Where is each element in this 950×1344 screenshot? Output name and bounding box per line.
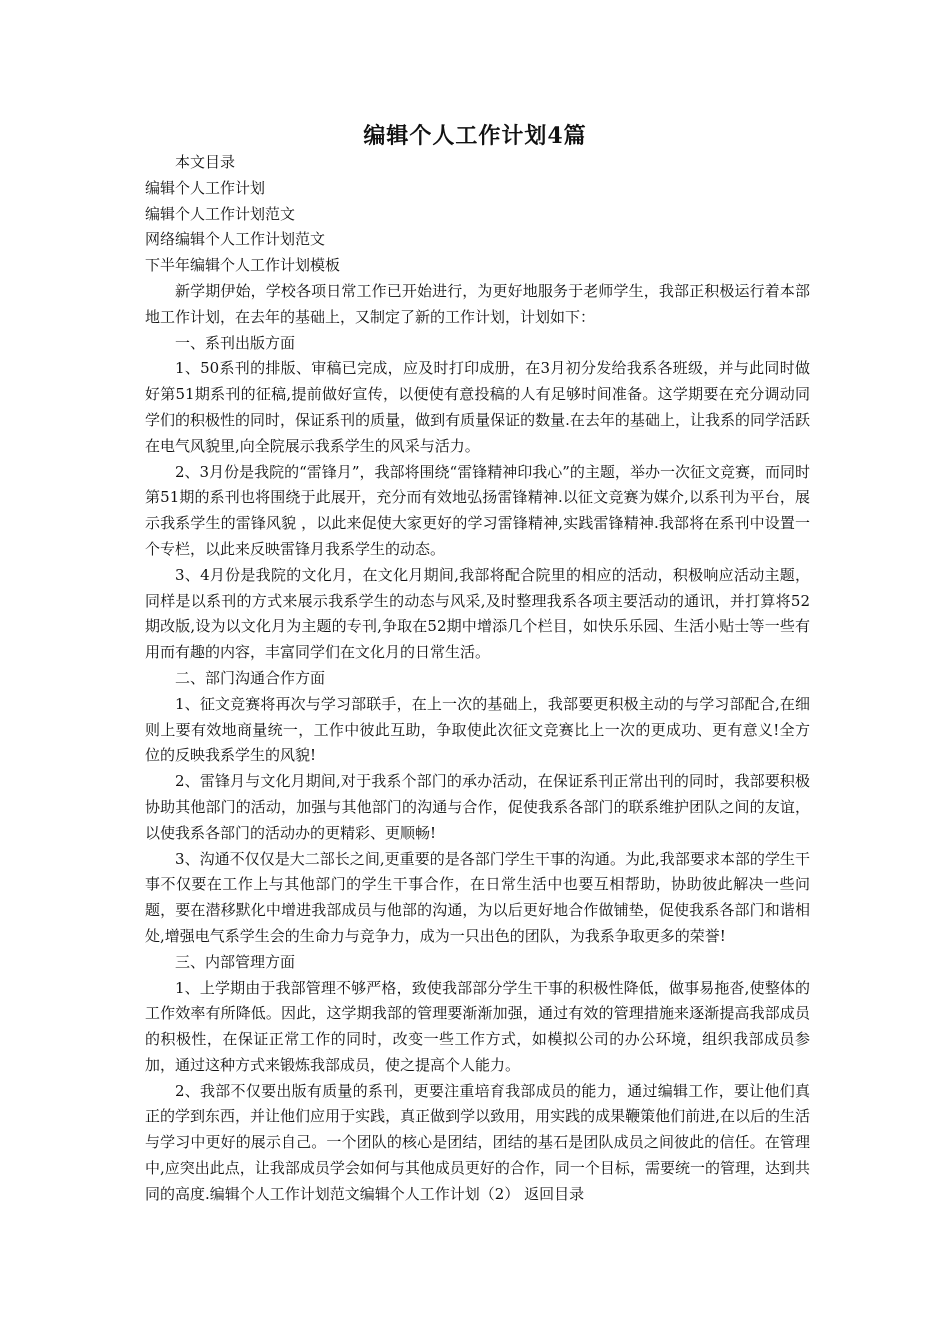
toc-item[interactable]: 下半年编辑个人工作计划模板 [145, 256, 341, 275]
body-paragraph: 2、雷锋月与文化月期间,对于我系个部门的承办活动，在保证系刊正常出刊的同时，我部要积极协助其他部门的活动，加强与其他部门的沟通与合作，促使我系各部门的联系维护团队之间的友谊，以使我系各部门的活动办的更精彩、更顺畅! [145, 772, 810, 842]
body-paragraph: 1、上学期由于我部管理不够严格，致使我部部分学生干事的积极性降低，做事易拖沓,使整体的工作效率有所降低。因此，这学期我部的管理要渐渐加强，通过有效的管理措施来逐渐提高我部成员的积极性，在保证正常工作的同时，改变一些工作方式，如模拟公司的办公环境，组织我部成员参加，通过这种方式来锻炼我部成员，使之提高个人能力。 [145, 978, 810, 1074]
section-heading: 三、内部管理方面 [175, 952, 296, 971]
document-body [145, 150, 810, 1208]
body-paragraph: 2、我部不仅要出版有质量的系刊，更要注重培育我部成员的能力，通过编辑工作，要让他们真正的学到东西，并让他们应用于实践，真正做到学以致用，用实践的成果鞭策他们前进,在以后的生活与学习中更好的展示自己。一个团队的核心是团结，团结的基石是团队成员之间彼此的信任。在管理中,应突出此点，让我部成员学会如何与其他成员更好的合作，同一个目标，需要统一的管理，达到共同的高度.编辑个人工作计划范文编辑个人工作计划（2） 返回目录 [145, 1081, 810, 1203]
document-title: 编辑个人工作计划4篇 [363, 123, 587, 149]
body-paragraph: 2、3月份是我院的“雷锋月”，我部将围绕“雷锋精神印我心”的主题，举办一次征文竞赛，而同时第51期的系刊也将围绕于此展开，充分而有效地弘扬雷锋精神.以征文竞赛为媒介,以系刊为平台，展示我系学生的雷锋风貌 ，以此来促使大家更好的学习雷锋精神,实践雷锋精神.我部将在系刊中设置一个专栏，以此来反映雷锋月我系学生的动态。 [145, 462, 810, 558]
toc-item[interactable]: 编辑个人工作计划 [145, 178, 266, 197]
section-heading: 二、部门沟通合作方面 [175, 668, 326, 687]
body-paragraph: 1、征文竞赛将再次与学习部联手，在上一次的基础上，我部要更积极主动的与学习部配合,在细则上要有效地商量统一，工作中彼此互助，争取使此次征文竞赛比上一次的更成功、更有意义!全方位的反映我系学生的风貌! [145, 694, 810, 765]
body-paragraph: 3、沟通不仅仅是大二部长之间,更重要的是各部门学生干事的沟通。为此,我部要求本部的学生干事不仅要在工作上与其他部门的学生干事合作，在日常生活中也要互相帮助，协助彼此解决一些问题，要在潜移默化中增进我部成员与他部的沟通，为以后更好地合作做铺垫，促使我系各部门和谐相处,增强电气系学生会的生命力与竞争力，成为一只出色的团队，为我系争取更多的荣誉! [145, 849, 810, 945]
toc-item[interactable]: 编辑个人工作计划范文 [145, 204, 296, 223]
toc-item[interactable]: 网络编辑个人工作计划范文 [145, 230, 326, 249]
intro-paragraph: 新学期伊始，学校各项日常工作已开始进行，为更好地服务于老师学生，我部正积极运行着本部地工作计划，在去年的基础上，又制定了新的工作计划，计划如下： [145, 281, 810, 326]
body-paragraph: 3、4月份是我院的文化月，在文化月期间,我部将配合院里的相应的活动，积极响应活动主题，同样是以系刊的方式来展示我系学生的动态与风采,及时整理我系各项主要活动的通讯，并打算将52期改版,设为以文化月为主题的专刊,争取在52期中增添几个栏目，如快乐乐园、生活小贴士等一些有用而有趣的内容，丰富同学们在文化月的日常生活。 [145, 565, 810, 662]
section-heading: 一、系刊出版方面 [175, 333, 296, 352]
toc-label: 本文目录 [175, 153, 236, 171]
body-paragraph: 1、50系刊的排版、审稿已完成，应及时打印成册，在3月初分发给我系各班级，并与此同时做好第51期系刊的征稿,提前做好宣传，以便使有意投稿的人有足够时间准备。这学期要在充分调动同学们的积极性的同时，保证系刊的质量，做到有质量保证的数量.在去年的基础上，让我系的同学活跃在电气风貌里,向全院展示我系学生的风采与活力。 [145, 359, 810, 455]
